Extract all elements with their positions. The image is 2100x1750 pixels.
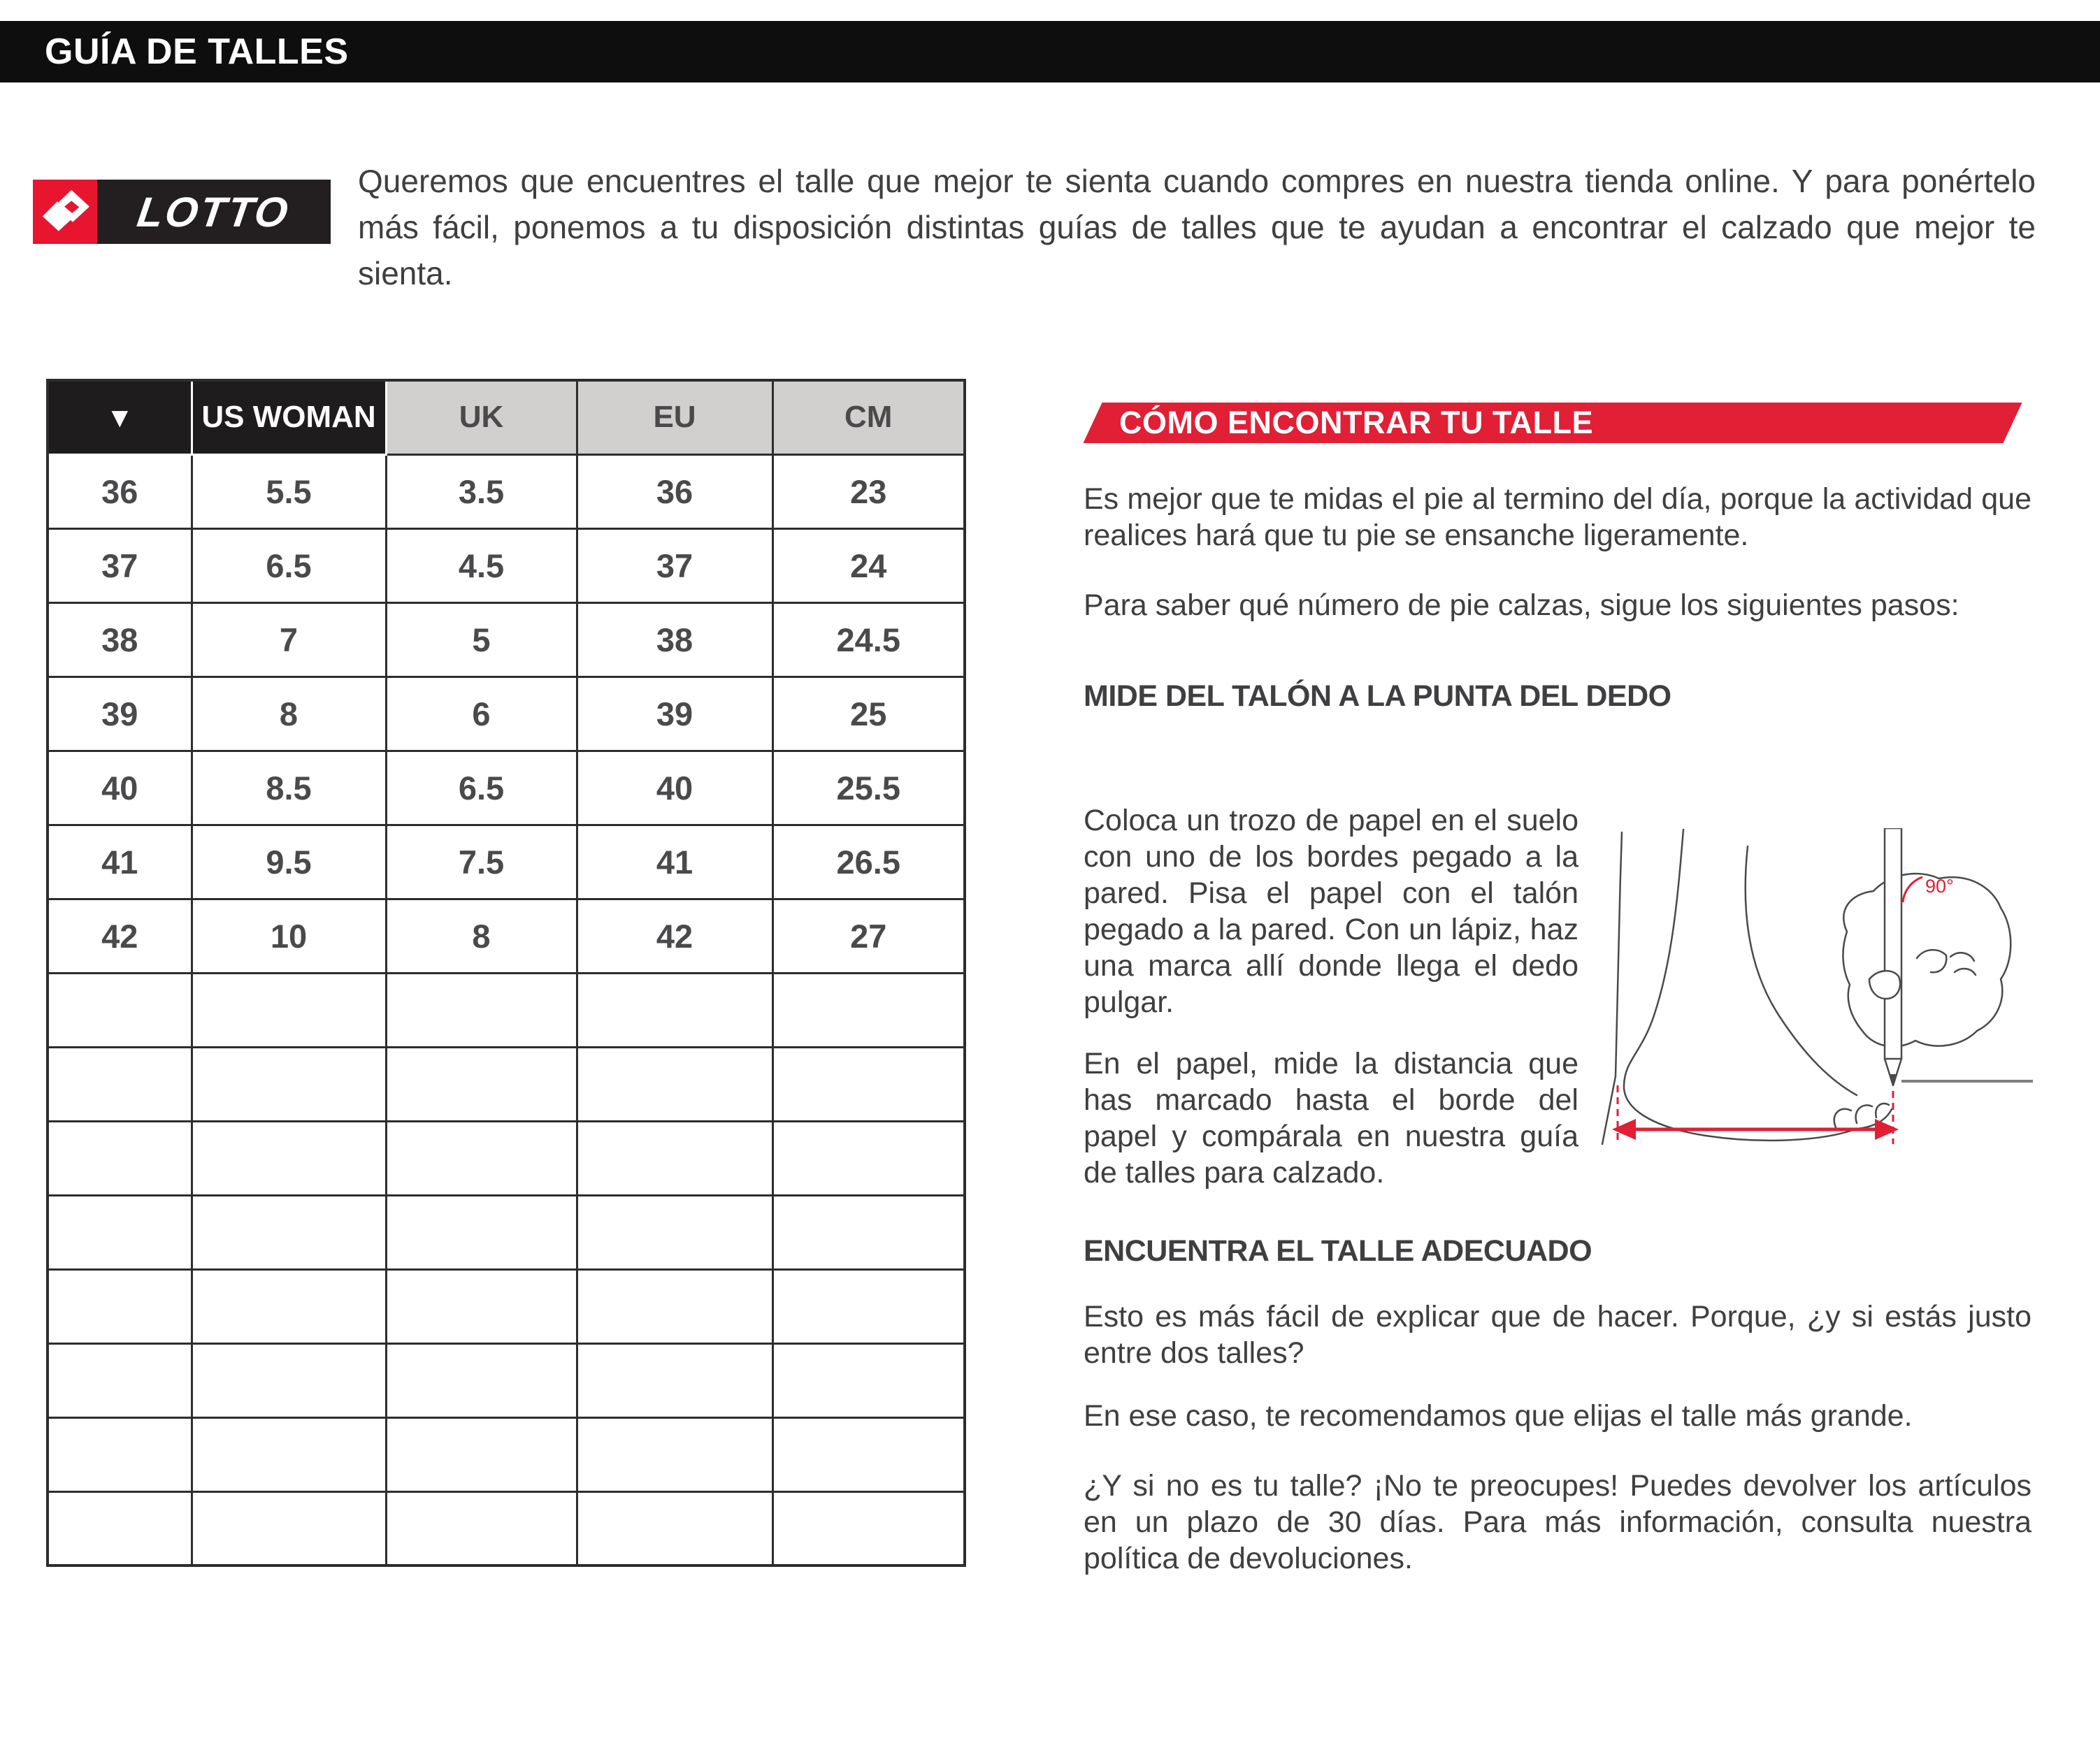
empty-row bbox=[48, 1121, 965, 1195]
empty-cell bbox=[48, 973, 192, 1047]
size-cell: 39 bbox=[577, 677, 772, 751]
size-cell: 8 bbox=[386, 899, 577, 973]
heading-measure-heel-to-toe: MIDE DEL TALÓN A LA PUNTA DEL DEDO bbox=[1084, 679, 1671, 713]
size-row bbox=[48, 602, 965, 677]
size-row bbox=[48, 528, 965, 602]
empty-cell bbox=[772, 1121, 965, 1195]
guide-paragraph-returns: ¿Y si no es tu talle? ¡No te preocupes! Puedes devolver los artículos en un plazo de 30 días. Para más información, consulta nuestra política de devoluciones. bbox=[1084, 1469, 2031, 1575]
empty-cell bbox=[772, 1269, 965, 1343]
title-bar bbox=[0, 21, 2100, 82]
empty-cell bbox=[577, 1047, 772, 1121]
empty-cell bbox=[772, 1491, 965, 1565]
size-cell: 4.5 bbox=[386, 528, 577, 602]
empty-cell bbox=[386, 1343, 577, 1417]
empty-cell bbox=[577, 1121, 772, 1195]
size-cell: 41 bbox=[48, 825, 192, 899]
size-cell: 24.5 bbox=[772, 602, 965, 677]
empty-cell bbox=[48, 1417, 192, 1491]
guide-paragraph-between-sizes: Esto es más fácil de explicar que de hacer. Porque, ¿y si estás justo entre dos talles? bbox=[1084, 1300, 2031, 1370]
empty-cell bbox=[386, 1047, 577, 1121]
empty-cell bbox=[48, 1491, 192, 1565]
empty-row bbox=[48, 973, 965, 1047]
size-cell: 26.5 bbox=[772, 825, 965, 899]
size-cell: 5.5 bbox=[192, 454, 386, 528]
size-cell: 36 bbox=[577, 454, 772, 528]
sort-column-header bbox=[48, 380, 192, 454]
size-cell: 39 bbox=[48, 677, 192, 751]
column-header-cm: CM bbox=[772, 380, 965, 454]
empty-cell bbox=[192, 1121, 386, 1195]
size-table-header-row bbox=[48, 380, 965, 454]
heading-find-right-size: ENCUENTRA EL TALLE ADECUADO bbox=[1084, 1234, 1592, 1268]
size-row bbox=[48, 751, 965, 825]
empty-cell bbox=[192, 1047, 386, 1121]
how-to-find-size-banner bbox=[1083, 403, 2022, 443]
angle-label: 90° bbox=[1925, 876, 1954, 897]
empty-row bbox=[48, 1417, 965, 1491]
empty-cell bbox=[192, 1491, 386, 1565]
foot-measurement-illustration bbox=[1601, 828, 2034, 1164]
size-cell: 40 bbox=[48, 751, 192, 825]
guide-paragraph-steps: Para saber qué número de pie calzas, sigue los siguientes pasos: bbox=[1084, 588, 1959, 622]
size-cell: 37 bbox=[577, 528, 772, 602]
size-cell: 7.5 bbox=[386, 825, 577, 899]
empty-cell bbox=[577, 1195, 772, 1269]
size-cell: 8 bbox=[192, 677, 386, 751]
empty-cell bbox=[577, 973, 772, 1047]
size-cell: 37 bbox=[48, 528, 192, 602]
empty-cell bbox=[48, 1343, 192, 1417]
size-row bbox=[48, 899, 965, 973]
size-row bbox=[48, 454, 965, 528]
empty-cell bbox=[577, 1417, 772, 1491]
empty-cell bbox=[386, 1269, 577, 1343]
empty-cell bbox=[386, 1195, 577, 1269]
size-cell: 38 bbox=[577, 602, 772, 677]
empty-row bbox=[48, 1195, 965, 1269]
size-cell: 6.5 bbox=[386, 751, 577, 825]
empty-cell bbox=[577, 1491, 772, 1565]
empty-cell bbox=[386, 1121, 577, 1195]
empty-cell bbox=[48, 1121, 192, 1195]
guide-paragraph-paper: Coloca un trozo de papel en el suelo con uno de los bordes pegado a la pared. Pisa el papel con el talón pegado a la pared. Con un lápiz, haz una marca allí donde llega el dedo pulgar. bbox=[1084, 804, 1578, 1019]
empty-cell bbox=[386, 973, 577, 1047]
empty-cell bbox=[772, 1195, 965, 1269]
size-cell: 25 bbox=[772, 677, 965, 751]
lotto-diamond-icon bbox=[33, 180, 97, 244]
size-cell: 10 bbox=[192, 899, 386, 973]
banner-title: CÓMO ENCONTRAR TU TALLE bbox=[1119, 405, 1594, 440]
empty-cell bbox=[772, 1417, 965, 1491]
size-cell: 42 bbox=[577, 899, 772, 973]
empty-cell bbox=[48, 1047, 192, 1121]
lotto-logo bbox=[33, 180, 331, 244]
empty-cell bbox=[577, 1269, 772, 1343]
empty-cell bbox=[772, 973, 965, 1047]
empty-row bbox=[48, 1269, 965, 1343]
empty-cell bbox=[192, 1417, 386, 1491]
empty-cell bbox=[772, 1343, 965, 1417]
size-row bbox=[48, 825, 965, 899]
empty-cell bbox=[192, 1269, 386, 1343]
empty-row bbox=[48, 1491, 965, 1565]
size-cell: 5 bbox=[386, 602, 577, 677]
empty-row bbox=[48, 1343, 965, 1417]
size-cell: 23 bbox=[772, 454, 965, 528]
empty-cell bbox=[192, 1343, 386, 1417]
intro-paragraph: Queremos que encuentres el talle que mejor te sienta cuando compres en nuestra tienda online. Y para ponértelo más fácil, ponemos a tu disposición distintas guías de talles que te ayudan a encontrar el calzado que mejor te sienta. bbox=[358, 163, 2036, 291]
size-cell: 7 bbox=[192, 602, 386, 677]
lotto-wordmark: LOTTO bbox=[97, 180, 331, 244]
size-cell: 6 bbox=[386, 677, 577, 751]
guide-paragraph-distance: En el papel, mide la distancia que has marcado hasta el borde del papel y compárala en nuestra guía de talles para calzado. bbox=[1084, 1047, 1578, 1189]
size-cell: 6.5 bbox=[192, 528, 386, 602]
page-title: GUÍA DE TALLES bbox=[45, 31, 349, 72]
size-cell: 9.5 bbox=[192, 825, 386, 899]
empty-cell bbox=[577, 1343, 772, 1417]
size-cell: 3.5 bbox=[386, 454, 577, 528]
empty-cell bbox=[48, 1269, 192, 1343]
column-header-uk: UK bbox=[386, 380, 577, 454]
guide-paragraph-bigger-size: En ese caso, te recomendamos que elijas el talle más grande. bbox=[1084, 1399, 1913, 1433]
size-table bbox=[46, 379, 966, 1567]
empty-cell bbox=[386, 1491, 577, 1565]
empty-cell bbox=[772, 1047, 965, 1121]
empty-cell bbox=[192, 973, 386, 1047]
guide-paragraph-measure-evening: Es mejor que te midas el pie al termino del día, porque la actividad que realices hará que tu pie se ensanche ligeramente. bbox=[1084, 482, 2031, 552]
column-header-us-woman: US WOMAN bbox=[192, 380, 386, 454]
triangle-down-icon: ▼ bbox=[106, 403, 134, 434]
size-cell: 8.5 bbox=[192, 751, 386, 825]
size-cell: 41 bbox=[577, 825, 772, 899]
size-cell: 25.5 bbox=[772, 751, 965, 825]
size-cell: 36 bbox=[48, 454, 192, 528]
size-cell: 42 bbox=[48, 899, 192, 973]
empty-cell bbox=[386, 1417, 577, 1491]
size-cell: 24 bbox=[772, 528, 965, 602]
size-row bbox=[48, 677, 965, 751]
column-header-eu: EU bbox=[577, 380, 772, 454]
size-cell: 38 bbox=[48, 602, 192, 677]
empty-row bbox=[48, 1047, 965, 1121]
size-cell: 40 bbox=[577, 751, 772, 825]
empty-cell bbox=[192, 1195, 386, 1269]
empty-cell bbox=[48, 1195, 192, 1269]
size-cell: 27 bbox=[772, 899, 965, 973]
